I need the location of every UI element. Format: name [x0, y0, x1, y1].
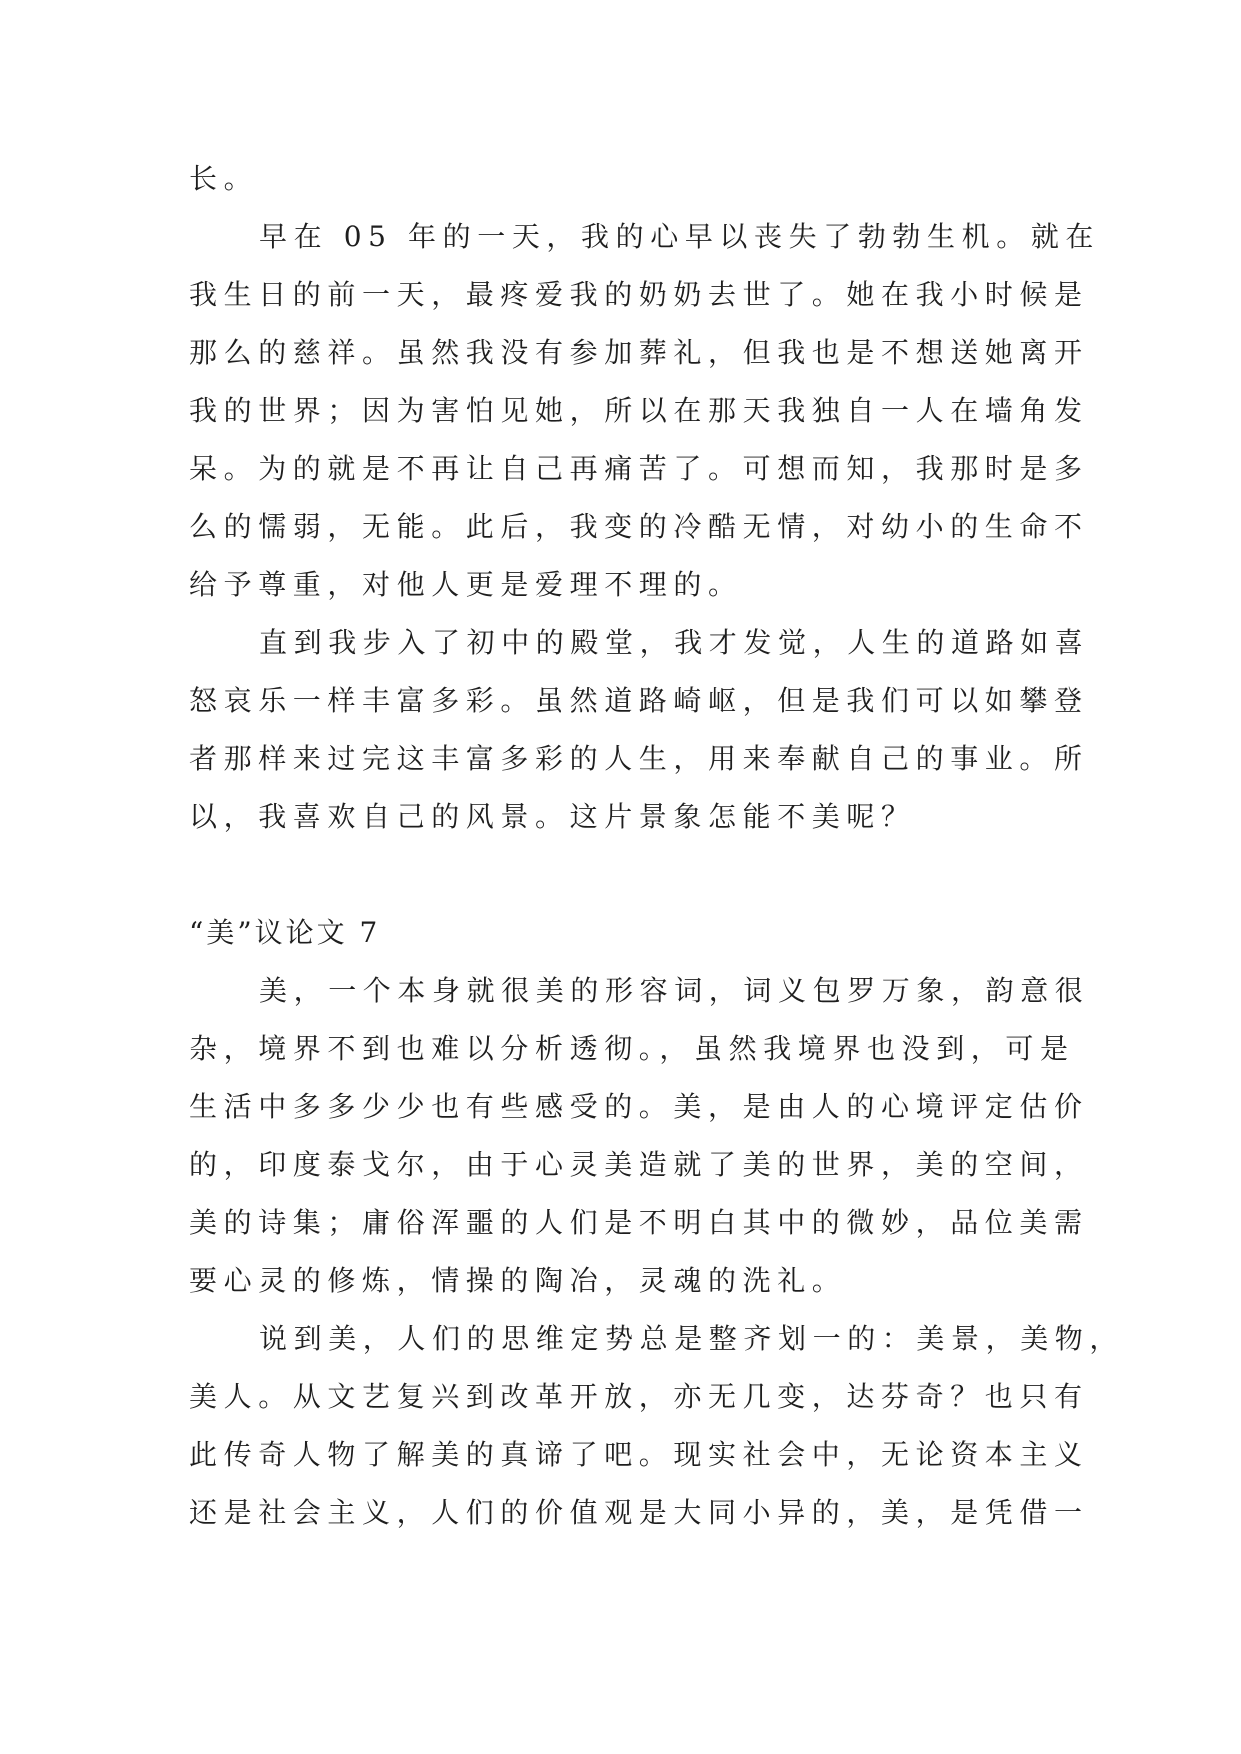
paragraph-line: 以，我喜欢自己的风景。这片景象怎能不美呢？ — [189, 800, 916, 833]
paragraph-line: 的，印度泰戈尔，由于心灵美造就了美的世界，美的空间， — [189, 1148, 1089, 1181]
paragraph-line: 直到我步入了初中的殿堂，我才发觉，人生的道路如喜 — [259, 626, 1090, 659]
essay-section-2 — [189, 904, 1125, 1542]
paragraph-line: 美，一个本身就很美的形容词，词义包罗万象，韵意很 — [259, 974, 1090, 1007]
paragraph-line: 那么的慈祥。虽然我没有参加葬礼，但我也是不想送她离开 — [189, 336, 1089, 369]
paragraph-line: 美的诗集；庸俗浑噩的人们是不明白其中的微妙，品位美需 — [189, 1206, 1089, 1239]
paragraph-line: 此传奇人物了解美的真谛了吧。现实社会中，无论资本主义 — [189, 1438, 1089, 1471]
paragraph-line: 者那样来过完这丰富多彩的人生，用来奉献自己的事业。所 — [189, 742, 1089, 775]
paragraph-line: 美人。从文艺复兴到改革开放，亦无几变，达芬奇？也只有 — [189, 1380, 1089, 1413]
paragraph-line: 我生日的前一天，最疼爱我的奶奶去世了。她在我小时候是 — [189, 278, 1089, 311]
paragraph-line: 怒哀乐一样丰富多彩。虽然道路崎岖，但是我们可以如攀登 — [189, 684, 1089, 717]
paragraph-line: 说到美，人们的思维定势总是整齐划一的：美景，美物， — [259, 1322, 1125, 1355]
paragraph-line: 还是社会主义，人们的价值观是大同小异的，美，是凭借一 — [189, 1496, 1089, 1529]
paragraph-line: 给予尊重，对他人更是爱理不理的。 — [189, 568, 743, 601]
paragraph-line: 早在 05 年的一天，我的心早以丧失了勃勃生机。就在 — [259, 220, 1101, 253]
paragraph-line: 长。 — [189, 162, 259, 195]
paragraph-line: 我的世界；因为害怕见她，所以在那天我独自一人在墙角发 — [189, 394, 1089, 427]
paragraph-line: 要心灵的修炼，情操的陶冶，灵魂的洗礼。 — [189, 1264, 847, 1297]
section-title: “美”议论文 7 — [189, 916, 381, 949]
paragraph-line: 生活中多多少少也有些感受的。美，是由人的心境评定估价 — [189, 1090, 1089, 1123]
essay-section-1 — [189, 150, 1101, 846]
paragraph-line: 么的懦弱，无能。此后，我变的冷酷无情，对幼小的生命不 — [189, 510, 1089, 543]
paragraph-line: 呆。为的就是不再让自己再痛苦了。可想而知，我那时是多 — [189, 452, 1089, 485]
paragraph-line: 杂，境界不到也难以分析透彻。，虽然我境界也没到，可是 — [189, 1032, 1075, 1065]
